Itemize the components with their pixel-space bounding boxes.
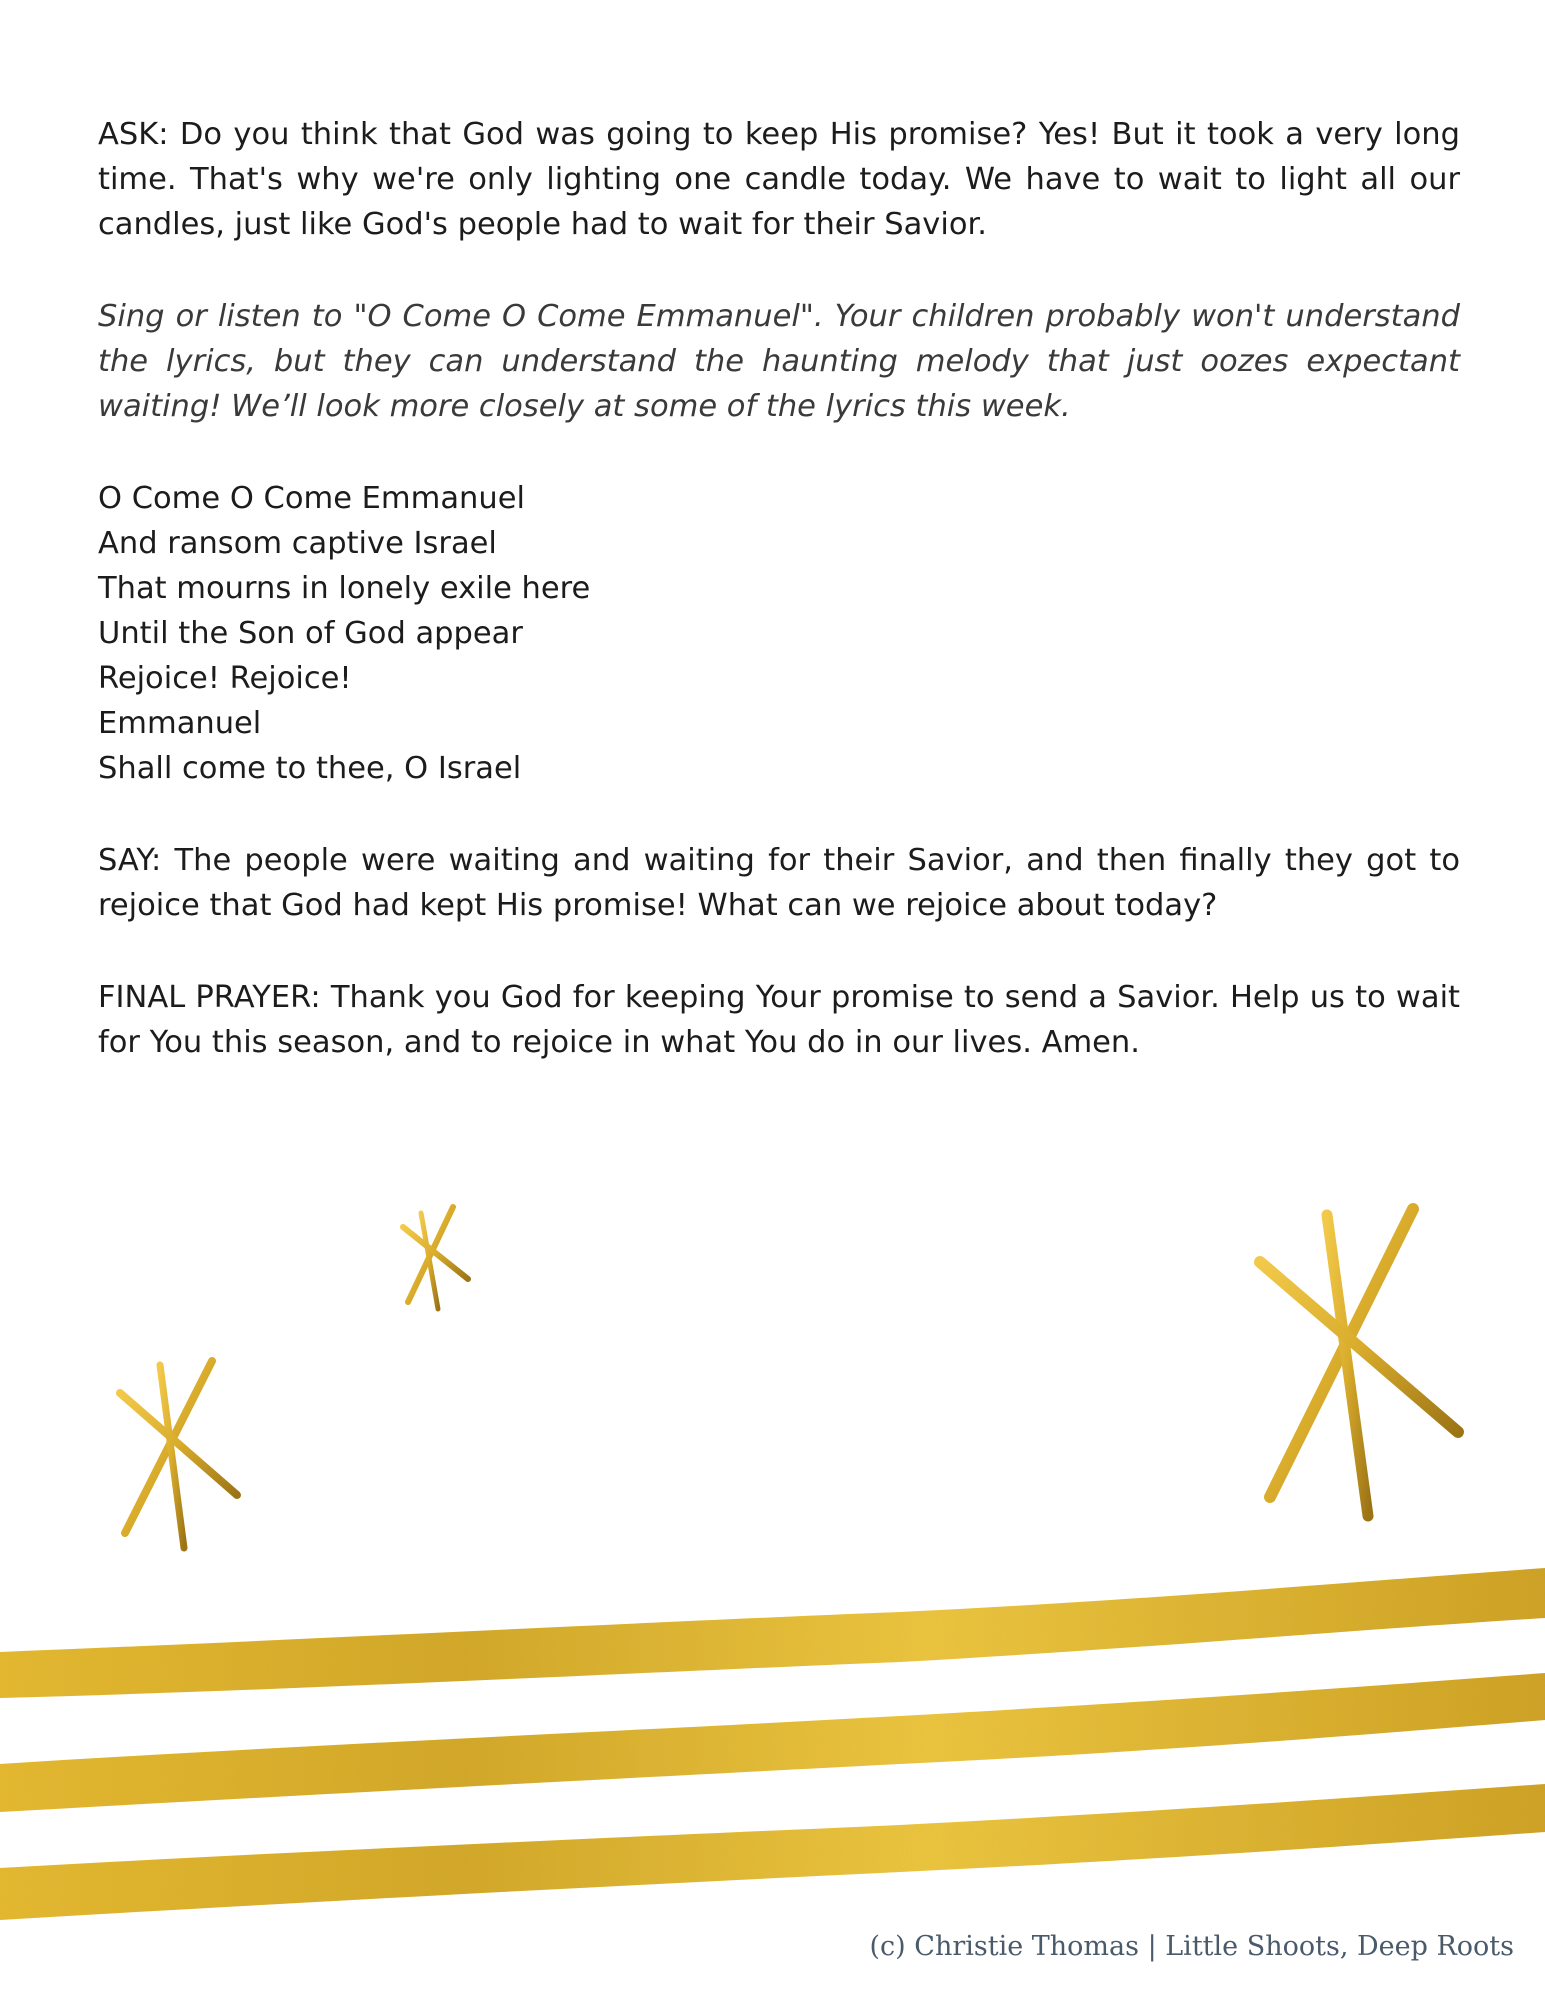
- gold-star-icon: [120, 1361, 237, 1548]
- lyric-line: That mourns in lonely exile here: [98, 571, 591, 606]
- say-paragraph: SAY: The people were waiting and waiting for their Savior, and then finally they got to rejoice that God had kept His promise! What can we rejoice about today?: [98, 843, 1460, 923]
- gold-stripe: [0, 1673, 1545, 1812]
- gold-stripe: [0, 1568, 1545, 1698]
- gold-brush-stripes: [0, 1568, 1545, 1920]
- gold-star-icon: [403, 1207, 468, 1309]
- gold-star-icon: [1260, 1209, 1458, 1516]
- lyric-line: O Come O Come Emmanuel: [98, 481, 525, 516]
- copyright-credit: (c) Christie Thomas | Little Shoots, Deep Roots: [869, 1931, 1514, 1962]
- lyric-line: Emmanuel: [98, 706, 262, 741]
- final-prayer-paragraph: FINAL PRAYER: Thank you God for keeping Your promise to send a Savior. Help us to wait for You this season, and to rejoice in what You do in our lives. Amen.: [98, 980, 1460, 1060]
- lyric-line: And ransom captive Israel: [98, 526, 497, 561]
- lyric-line: Rejoice! Rejoice!: [98, 661, 352, 696]
- gold-stripe: [0, 1784, 1545, 1920]
- lyric-line: Until the Son of God appear: [98, 616, 523, 651]
- lyric-line: Shall come to thee, O Israel: [98, 751, 522, 786]
- sing-instruction-paragraph: Sing or listen to "O Come O Come Emmanuel". Your children probably won't understand the lyrics, but they can understand the haunting melody that just oozes expectant waiting! We’ll look more closely at some of the lyrics this week.: [98, 299, 1460, 424]
- ask-paragraph: ASK: Do you think that God was going to keep His promise? Yes! But it took a very long time. That's why we're only lighting one candle today. We have to wait to light all our candles, just like God's people had to wait for their Savior.: [98, 117, 1460, 242]
